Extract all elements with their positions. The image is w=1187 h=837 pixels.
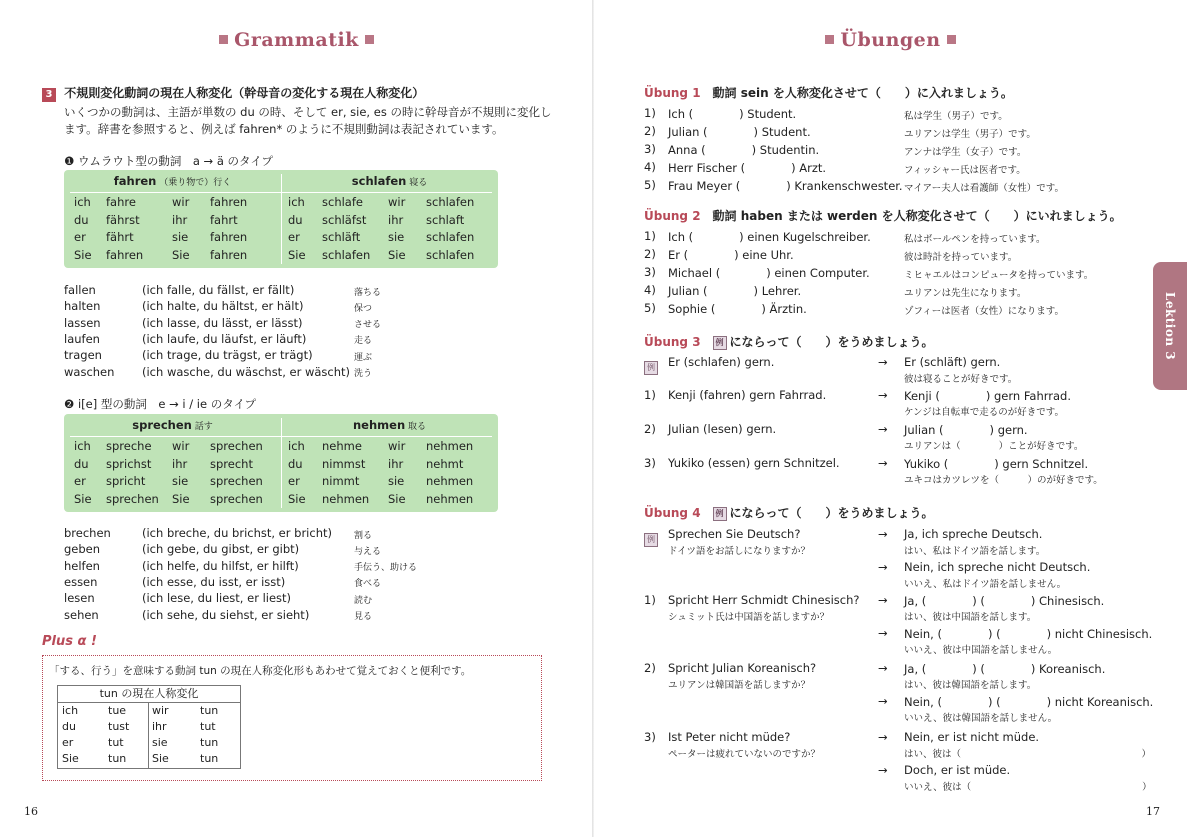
verb-forms: (ich laufe, du läufst, er läuft) <box>142 331 307 346</box>
item-answer: Nein, ich spreche nicht Deutsch. <box>904 560 1091 574</box>
arrow-icon: → <box>878 763 888 777</box>
verb-form-cell: nehmen <box>426 439 474 453</box>
item-sentence: Julian ( ) Student. <box>668 125 811 139</box>
item-number: 1) <box>644 229 656 243</box>
verb-infinitive: fahren <box>113 174 157 188</box>
item-number: 2) <box>644 247 656 261</box>
pronoun-cell: ihr <box>388 212 404 227</box>
item-answer: Nein, er ist nicht müde. <box>904 730 1040 744</box>
item-number: 3) <box>644 265 656 279</box>
item-translation: ケンジは自転車で走るのが好きです。 <box>904 407 1065 418</box>
item-translation: 私は学生（男子）です。 <box>904 110 1008 122</box>
verb-form-cell: tut <box>108 736 124 749</box>
verb-infinitive: essen <box>64 574 98 589</box>
arrow-icon: → <box>878 422 888 436</box>
verb-form-cell: fahren <box>210 247 248 262</box>
verb-form-cell: sprichst <box>106 456 152 471</box>
verb-forms: (ich gebe, du gibst, er gibt) <box>142 542 300 557</box>
item-sentence: Julian ( ) Lehrer. <box>668 284 802 298</box>
verb-form-cell: tun <box>200 752 219 765</box>
arrow-icon: → <box>878 593 888 607</box>
pronoun-cell: sie <box>172 474 189 488</box>
item-answer: Ja, ( ) ( ) Chinesisch. <box>904 594 1105 608</box>
left-page <box>0 0 593 837</box>
arrow-icon: → <box>878 661 888 675</box>
item-translation: 彼は時計を持っています。 <box>904 251 1018 263</box>
verb-form-cell: sprechen <box>210 491 263 506</box>
subsection-2: ❷ i[e] 型の動詞 e → i / ie のタイプ <box>64 397 257 411</box>
exercise-label: Übung 4 <box>644 506 701 520</box>
item-answer: Yukiko ( ) gern Schnitzel. <box>904 457 1089 471</box>
item-number: 3) <box>644 142 656 156</box>
item-translation: ミヒャエルはコンピュータを持っています。 <box>904 269 1094 281</box>
verb-forms: (ich trage, du trägst, er trägt) <box>142 348 313 363</box>
item-number: 1) <box>644 388 656 402</box>
pronoun-cell: er <box>62 736 74 749</box>
arrow-icon: → <box>878 355 888 369</box>
plus-alpha-text: 「する、行う」を意味する動詞 tun の現在人称変化形もあわせて覚えておくと便利です。 <box>49 665 472 677</box>
pronoun-cell: du <box>74 212 89 227</box>
verb-infinitive: helfen <box>64 558 100 573</box>
arrow-icon: → <box>878 560 888 574</box>
tun-table <box>57 685 241 769</box>
item-number: 1) <box>644 593 656 607</box>
item-answer: Nein, ( ) ( ) nicht Chinesisch. <box>904 627 1153 641</box>
verb-forms: (ich sehe, du siehst, er sieht) <box>142 607 310 622</box>
item-answer: Doch, er ist müde. <box>904 763 1011 777</box>
pronoun-cell: er <box>288 230 300 244</box>
box-divider <box>281 418 282 508</box>
section-title: 不規則変化動詞の現在人称変化（幹母音の変化する現在人称変化） <box>64 86 425 100</box>
pronoun-cell: Sie <box>288 247 306 262</box>
exercise-instruction: にならって（ ）をうめましょう。 <box>729 506 934 520</box>
pronoun-cell: wir <box>152 704 169 717</box>
verb-form-cell: tut <box>200 720 216 733</box>
verb-meaning-jp: 与える <box>354 546 382 557</box>
item-number: 4) <box>644 283 656 297</box>
item-answer: Ja, ( ) ( ) Koreanisch. <box>904 662 1106 676</box>
verb-forms: (ich breche, du brichst, er bricht) <box>142 526 332 540</box>
verb-form-cell: fährst <box>106 212 140 227</box>
pronoun-cell: wir <box>172 195 190 209</box>
example-badge <box>644 528 661 547</box>
item-sentence: Ich ( ) einen Kugelschreiber. <box>668 230 871 244</box>
verb-form-cell: schlafen <box>426 247 475 262</box>
verb-form-cell: tun <box>108 752 127 765</box>
verb-form-cell: schläft <box>322 230 361 244</box>
item-number: 2) <box>644 422 656 436</box>
verb-meaning-jp: させる <box>354 320 382 331</box>
lektion-tab <box>1153 262 1187 390</box>
verb-form-cell: nehme <box>322 439 362 453</box>
verb-form-cell: nehmen <box>322 491 370 506</box>
item-question: Sprechen Sie Deutsch? <box>668 527 801 541</box>
item-answer: Nein, ( ) ( ) nicht Koreanisch. <box>904 695 1154 709</box>
example-badge: 例 <box>713 507 727 521</box>
item-answer: Kenji ( ) gern Fahrrad. <box>904 389 1072 403</box>
arrow-icon: → <box>878 456 888 470</box>
verb-form-cell: nimmst <box>322 456 366 471</box>
item-number: 3) <box>644 456 656 470</box>
item-number: 2) <box>644 661 656 675</box>
verb-infinitive: sehen <box>64 607 99 622</box>
pronoun-cell: ich <box>288 439 305 453</box>
pronoun-cell: er <box>288 474 300 488</box>
verb-forms: (ich esse, du isst, er isst) <box>142 574 286 589</box>
item-answer-translation: はい、彼は韓国語を話します。 <box>904 680 1037 691</box>
item-translation: フィッシャー氏は医者です。 <box>904 164 1026 176</box>
verb-infinitive: fallen <box>64 283 96 297</box>
item-number: 3) <box>644 730 656 744</box>
exercise-instruction: 動詞 sein を人称変化させて（ ）に入れましょう。 <box>712 86 1013 100</box>
item-translation: 彼は寝ることが好きです。 <box>904 374 1018 385</box>
verb-meaning: （乗り物で）行く <box>156 178 232 188</box>
box-header-left <box>64 414 281 436</box>
item-answer-translation: いいえ、彼は中国語を話しません。 <box>904 645 1058 656</box>
pronoun-cell: ich <box>62 704 79 717</box>
plus-alpha-title: Plus α ! <box>42 634 97 649</box>
item-number: 2) <box>644 124 656 138</box>
verb-meaning-jp: 運ぶ <box>354 352 373 363</box>
verb-forms: (ich helfe, du hilfst, er hilft) <box>142 558 299 573</box>
example-badge: 例 <box>713 336 727 350</box>
verb-infinitive: lassen <box>64 315 101 330</box>
item-answer: Er (schläft) gern. <box>904 355 1001 369</box>
item-answer-translation: いいえ、私はドイツ語を話しません。 <box>904 579 1067 590</box>
exercise-label: Übung 3 <box>644 335 701 349</box>
example-badge-icon: 例 <box>644 533 658 547</box>
verb-form-cell: sprechen <box>106 491 159 506</box>
square-icon <box>219 35 228 44</box>
square-icon <box>365 35 374 44</box>
item-question: Kenji (fahren) gern Fahrrad. <box>668 388 827 402</box>
item-sentence: Ich ( ) Student. <box>668 107 797 121</box>
verb-meaning-jp: 食べる <box>354 579 382 590</box>
page-number-left: 16 <box>24 805 38 818</box>
verb-form-cell: schläfst <box>322 212 367 227</box>
verb-meaning: 話す <box>191 422 213 432</box>
item-translation: ゾフィーは医者（女性）になります。 <box>904 305 1064 317</box>
title-text: Grammatik <box>234 29 359 51</box>
pronoun-cell: ihr <box>388 456 404 471</box>
verb-form-cell: fahren <box>210 230 248 244</box>
verb-forms: (ich falle, du fällst, er fällt) <box>142 283 295 297</box>
verb-meaning-jp: 保つ <box>354 303 373 314</box>
verb-infinitive: waschen <box>64 364 115 379</box>
right-page <box>594 0 1187 837</box>
item-answer-translation: いいえ、彼は（ ） <box>904 782 1152 793</box>
verb-meaning-jp: 見る <box>354 612 373 622</box>
verb-form-cell: tun <box>200 704 219 717</box>
verb-forms: (ich lasse, du lässt, er lässt) <box>142 315 303 330</box>
verb-infinitive: geben <box>64 542 101 557</box>
verb-infinitive: sprechen <box>132 418 192 432</box>
verb-form-cell: spreche <box>106 439 152 453</box>
pronoun-cell: Sie <box>172 491 190 506</box>
verb-form-cell: sprecht <box>210 456 253 471</box>
exercise-heading <box>644 207 1122 224</box>
arrow-icon: → <box>878 730 888 744</box>
box-divider <box>281 174 282 264</box>
pronoun-cell: wir <box>388 439 406 453</box>
item-answer: Julian ( ) gern. <box>904 423 1028 437</box>
pronoun-cell: er <box>74 474 86 488</box>
pronoun-cell: Sie <box>172 247 190 262</box>
box-header-rule <box>70 192 492 193</box>
verb-meaning-jp: 割る <box>354 530 373 541</box>
intro-line-2: ます。辞書を参照すると、例えば fahren* のように不規則動詞は表記されています。 <box>64 122 504 136</box>
item-sentence: Michael ( ) einen Computer. <box>668 266 870 280</box>
item-translation: 私はボールペンを持っています。 <box>904 233 1046 245</box>
item-translation: ユリアンは（ ）ことが好きです。 <box>904 441 1084 452</box>
item-question: Spricht Julian Koreanisch? <box>668 661 817 675</box>
tun-table-title: tun の現在人称変化 <box>58 686 240 703</box>
verb-infinitive: lesen <box>64 591 95 606</box>
verb-form-cell: spricht <box>106 474 146 488</box>
verb-form-cell: nehmen <box>426 474 474 488</box>
item-question: Ist Peter nicht müde? <box>668 730 791 744</box>
pronoun-cell: sie <box>152 736 168 749</box>
verb-form-cell: fahrt <box>210 212 238 227</box>
arrow-icon: → <box>878 527 888 541</box>
pronoun-cell: ich <box>74 195 91 209</box>
verb-meaning-jp: 走る <box>354 336 373 347</box>
item-translation: マイアー夫人は看護師（女性）です。 <box>904 182 1064 194</box>
pronoun-cell: du <box>288 212 303 227</box>
exercise-heading <box>644 504 934 521</box>
conjugation-box-umlaut <box>64 170 498 268</box>
item-answer-translation: はい、彼は（ ） <box>904 749 1152 760</box>
item-number: 5) <box>644 301 656 315</box>
item-answer-translation: はい、彼は中国語を話します。 <box>904 612 1037 623</box>
verb-form-cell: schlaft <box>426 212 465 227</box>
verb-form-cell: nehmen <box>426 491 474 506</box>
exercise-heading <box>644 333 934 350</box>
pronoun-cell: ich <box>74 439 91 453</box>
box-header-left <box>64 170 281 192</box>
box-header-rule <box>70 436 492 437</box>
title-text: Übungen <box>840 29 941 51</box>
item-question: Yukiko (essen) gern Schnitzel. <box>668 456 840 470</box>
verb-form-cell: fahren <box>210 195 248 209</box>
exercise-label: Übung 2 <box>644 209 701 223</box>
pronoun-cell: Sie <box>388 491 406 506</box>
item-question: Spricht Herr Schmidt Chinesisch? <box>668 593 860 607</box>
pronoun-cell: Sie <box>288 491 306 506</box>
arrow-icon: → <box>878 626 888 640</box>
item-sentence: Anna ( ) Studentin. <box>668 143 820 157</box>
item-question: Julian (lesen) gern. <box>668 422 777 436</box>
verb-infinitive: schlafen <box>351 174 407 188</box>
verb-infinitive: nehmen <box>352 418 406 432</box>
exercise-label: Übung 1 <box>644 86 701 100</box>
verb-form-cell: nimmt <box>322 474 360 488</box>
item-number: 1) <box>644 106 656 120</box>
plus-alpha-box <box>42 655 542 781</box>
verb-form-cell: tun <box>200 736 219 749</box>
page-title-grammatik <box>0 29 593 51</box>
item-answer-translation: いいえ、彼は韓国語を話しません。 <box>904 713 1058 724</box>
pronoun-cell: du <box>62 720 76 733</box>
arrow-icon: → <box>878 388 888 402</box>
example-badge-icon: 例 <box>644 361 658 375</box>
exercise-heading <box>644 84 1013 101</box>
example-badge <box>644 356 661 375</box>
arrow-icon: → <box>878 694 888 708</box>
verb-forms: (ich wasche, du wäschst, er wäscht) <box>142 364 351 379</box>
verb-forms: (ich halte, du hältst, er hält) <box>142 299 304 314</box>
pronoun-cell: sie <box>388 474 405 488</box>
item-number: 4) <box>644 160 656 174</box>
pronoun-cell: Sie <box>74 491 92 506</box>
item-sentence: Er ( ) eine Uhr. <box>668 248 794 262</box>
item-answer: Ja, ich spreche Deutsch. <box>904 527 1043 541</box>
verb-form-cell: tue <box>108 704 127 717</box>
verb-form-cell: schlafen <box>426 230 475 244</box>
item-sentence: Herr Fischer ( ) Arzt. <box>668 161 827 175</box>
intro-line-1: いくつかの動詞は、主語が単数の du の時、そして er, sie, es の時に幹母音が不規則に変化し <box>64 105 552 119</box>
verb-form-cell: schlafe <box>322 195 363 209</box>
verb-form-cell: sprechen <box>210 474 263 488</box>
item-question-translation: シュミット氏は中国語を話しますか？ <box>668 612 830 623</box>
lektion-label: Lektion 3 <box>1163 291 1177 361</box>
verb-meaning-jp: 読む <box>354 595 373 606</box>
item-translation: アンナは学生（女子）です。 <box>904 146 1027 158</box>
item-translation: ユリアンは学生（男子）です。 <box>904 128 1036 140</box>
pronoun-cell: er <box>74 230 86 244</box>
item-translation: ユリアンは先生になります。 <box>904 287 1027 299</box>
pronoun-cell: Sie <box>152 752 169 765</box>
item-answer-translation: はい、私はドイツ語を話します。 <box>904 546 1046 557</box>
box-header-right <box>281 170 498 192</box>
pronoun-cell: du <box>288 456 303 471</box>
item-question: Er (schlafen) gern. <box>668 355 775 369</box>
verb-form-cell: fahre <box>106 195 136 209</box>
pronoun-cell: sie <box>388 230 405 244</box>
pronoun-cell: ich <box>288 195 305 209</box>
item-question-translation: ペーターは疲れていないのですか？ <box>668 749 821 760</box>
verb-meaning-jp: 洗う <box>354 369 373 379</box>
verb-infinitive: tragen <box>64 348 102 363</box>
square-icon <box>825 35 834 44</box>
pronoun-cell: Sie <box>388 247 406 262</box>
pronoun-cell: ihr <box>152 720 167 733</box>
pronoun-cell: wir <box>172 439 190 453</box>
tun-table-divider <box>148 702 149 768</box>
pronoun-cell: Sie <box>62 752 79 765</box>
exercise-instruction: 動詞 haben または werden を人称変化させて（ ）にいれましょう。 <box>712 209 1122 223</box>
conjugation-box-ie <box>64 414 498 512</box>
item-number: 5) <box>644 178 656 192</box>
item-translation: ユキコはカツレツを（ ）のが好きです。 <box>904 475 1103 486</box>
pronoun-cell: wir <box>388 195 406 209</box>
pronoun-cell: du <box>74 456 89 471</box>
section-number-badge: 3 <box>42 88 56 102</box>
item-sentence: Sophie ( ) Ärztin. <box>668 302 807 316</box>
pronoun-cell: sie <box>172 230 189 244</box>
verb-form-cell: fährt <box>106 230 134 244</box>
square-icon <box>947 35 956 44</box>
verb-form-cell: tust <box>108 720 130 733</box>
page-number-right: 17 <box>1146 805 1160 818</box>
verb-form-cell: schlafen <box>426 195 475 209</box>
pronoun-cell: Sie <box>74 247 92 262</box>
verb-form-cell: nehmt <box>426 456 464 471</box>
verb-meaning-jp: 手伝う、助ける <box>354 563 418 574</box>
section-heading <box>42 84 424 102</box>
item-question-translation: ドイツ語をお話しになりますか？ <box>668 546 811 557</box>
item-sentence: Frau Meyer ( ) Krankenschwester. <box>668 179 903 193</box>
verb-form-cell: fahren <box>106 247 144 262</box>
pronoun-cell: ihr <box>172 456 188 471</box>
verb-meaning: 取る <box>405 422 427 432</box>
verb-form-cell: sprechen <box>210 439 263 453</box>
page-title-uebungen <box>594 29 1187 51</box>
verb-infinitive: halten <box>64 299 101 314</box>
pronoun-cell: ihr <box>172 212 188 227</box>
verb-form-cell: schlafen <box>322 247 371 262</box>
item-question-translation: ユリアンは韓国語を話しますか？ <box>668 680 811 691</box>
verb-forms: (ich lese, du liest, er liest) <box>142 591 292 606</box>
verb-meaning-jp: 落ちる <box>354 287 382 298</box>
verb-meaning: 寝る <box>406 178 428 188</box>
verb-infinitive: laufen <box>64 331 100 346</box>
subsection-1: ❶ ウムラウト型の動詞 a → ä のタイプ <box>64 154 273 168</box>
exercise-instruction: にならって（ ）をうめましょう。 <box>729 335 934 349</box>
box-header-right <box>281 414 498 436</box>
verb-infinitive: brechen <box>64 526 111 540</box>
